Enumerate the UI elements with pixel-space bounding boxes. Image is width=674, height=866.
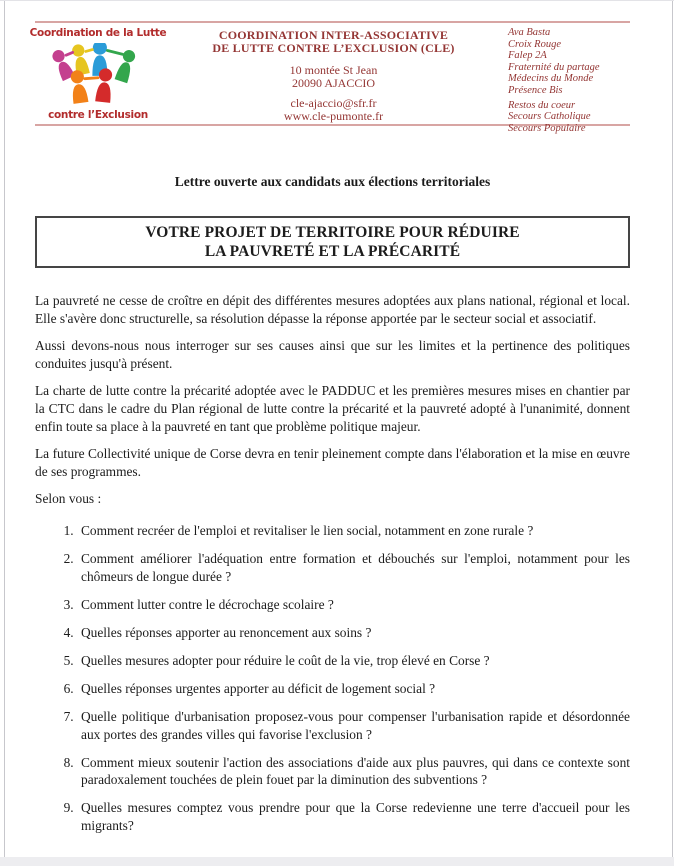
question-item: 2. Comment améliorer l'adéquation entre formation et débouchés sur l'emploi, notamment pour les chômeurs de longue durée ?	[77, 550, 630, 585]
questions-intro: Selon vous :	[35, 491, 102, 507]
question-item: 5. Quelles mesures adopter pour réduire le coût de la vie, trop élevé en Corse ?	[77, 652, 630, 670]
org-name-line1: COORDINATION INTER-ASSOCIATIVE	[218, 28, 449, 42]
question-item: 6. Quelles réponses urgentes apporter au déficit de logement social ?	[77, 680, 630, 698]
subject-line: Lettre ouverte aux candidats aux élections territoriales	[174, 174, 491, 189]
page-left-edge	[4, 1, 5, 857]
org-identity	[159, 25, 508, 122]
logo-bottom-label: contre l’Exclusion	[48, 109, 148, 121]
question-item: 4. Quelles réponses apporter au renoncement aux soins ?	[77, 624, 630, 642]
question-item: 7. Quelle politique d'urbanisation proposez-vous pour compenser l'urbanisation rapide et désordonnée aux portes des grandes villes qui favorise l'exclusion ?	[77, 708, 630, 743]
org-email: cle-ajaccio@sfr.fr	[290, 96, 377, 110]
paragraph: Aussi devons-nous nous interroger sur ses causes ainsi que sur les limites et la pertinence des politiques conduites jusqu'à présent.	[35, 338, 630, 371]
cle-logo	[29, 25, 167, 122]
org-address-line2: 20090 AJACCIO	[291, 75, 375, 90]
paragraph: La future Collectivité unique de Corse devra en tenir pleinement compte dans l'élaboration et la mise en œuvre de ses programmes.	[35, 446, 630, 479]
association-item: Médecins du Monde	[508, 73, 594, 85]
letterhead	[29, 21, 630, 134]
association-item: Falep 2A	[508, 50, 547, 62]
association-item: Croix Rouge	[508, 38, 561, 50]
title-box	[35, 216, 630, 268]
people-circle-logo-icon	[46, 43, 150, 105]
question-item: 9. Quelles mesures comptez vous prendre pour que la Corse redevienne une terre d'accueil pour les migrants?	[77, 799, 630, 834]
association-item: Restos du coeur	[508, 99, 576, 111]
page-bottom-margin	[0, 857, 674, 866]
page-right-edge	[672, 1, 673, 857]
association-item: Présence Bis	[508, 84, 563, 96]
logo-top-label: Coordination de la Lutte	[29, 27, 167, 39]
member-associations-list	[508, 25, 630, 134]
question-item: 8. Comment mieux soutenir l'action des associations d'aide aux plus pauvres, qui dans ce contexte sont paradoxalement touchées de plein fouet par la diminution des subventions ?	[77, 754, 630, 789]
association-item: Secours Catholique	[508, 111, 591, 123]
question-item: 1. Comment recréer de l'emploi et revitaliser le lien social, notamment en zone rurale ?	[77, 522, 630, 540]
letter-body	[35, 292, 630, 835]
association-item: Fraternité du partage	[508, 61, 600, 73]
paragraph: La pauvreté ne cesse de croître en dépit des différentes mesures adoptées aux plans national, régional et local. Elle s'avère donc structurelle, sa résolution dépasse la réponse apportée par le secteur social et associatif.	[35, 293, 630, 326]
question-item: 3. Comment lutter contre le décrochage scolaire ?	[77, 596, 630, 614]
org-name-line2: DE LUTTE CONTRE L’EXCLUSION (CLE)	[212, 40, 455, 55]
org-website: www.cle-pumonte.fr	[283, 108, 384, 123]
letter-content	[29, 21, 630, 845]
questions-list	[35, 522, 630, 835]
paragraph: La charte de lutte contre la précarité adoptée avec le PADDUC et les premières mesures mises en chantier par la CTC dans le cadre du Plan régional de lutte contre la précarité et la pauvreté adopté à l'unanimité, donnent enfin toute sa place à la pauvreté en tant que problème politique majeur.	[35, 383, 630, 434]
org-address-line1: 10 montée St Jean	[289, 63, 378, 77]
title-line2: LA PAUVRETÉ ET LA PRÉCARITÉ	[204, 243, 461, 260]
association-item: Ava Basta	[508, 27, 551, 38]
association-item: Secours Populaire	[508, 122, 586, 134]
title-line1: VOTRE PROJET DE TERRITOIRE POUR RÉDUIRE	[145, 224, 520, 241]
